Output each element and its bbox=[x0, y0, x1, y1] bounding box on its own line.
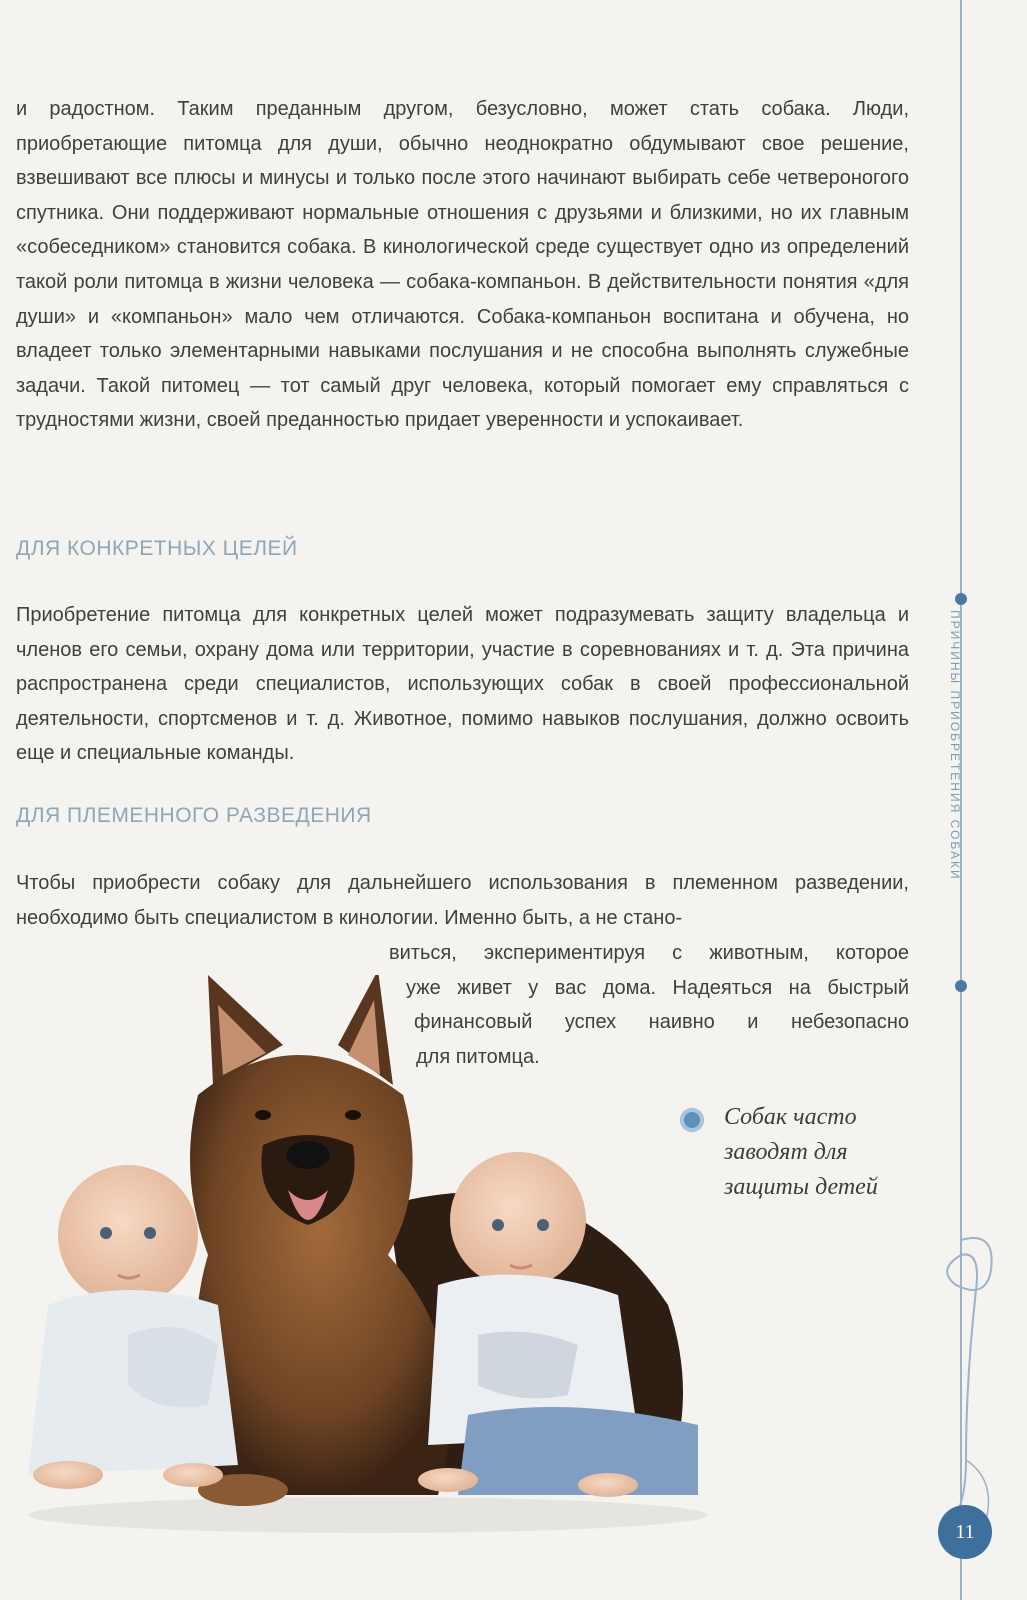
paragraph-specific-goals: Приобретение питомца для конкретных целей может подразумевать защиту владельца и членов его семьи, охрану дома или территории, участие в соревнованиях и т. д. Эта причина распространена среди специалистов, использующих собак в своей профессиональной деятельности, спортсменов и т. д. Животное, помимо навыков послушания, должно освоить еще и специальные команды. bbox=[16, 604, 909, 765]
rail-dot-bottom-icon bbox=[955, 980, 967, 992]
photo-caption: Собак часто заводят для защиты детей bbox=[724, 1104, 878, 1200]
running-section-title: ПРИЧИНЫ ПРИОБРЕТЕНИЯ СОБАКИ bbox=[948, 610, 962, 881]
caption-bullet-icon bbox=[680, 1108, 704, 1132]
heading-specific-goals: ДЛЯ КОНКРЕТНЫХ ЦЕЛЕЙ bbox=[16, 537, 298, 560]
heading-breeding: ДЛЯ ПЛЕМЕННОГО РАЗВЕДЕНИЯ bbox=[16, 804, 372, 827]
flourish-ornament-icon bbox=[936, 1230, 1016, 1550]
paragraph-breeding-wrap-3: финансовый успех наивно и небезопасно bbox=[414, 1011, 909, 1033]
page-number: 11 bbox=[938, 1505, 992, 1559]
paragraph-breeding: Чтобы приобрести собаку для дальнейшего использования в племенном разведении, необходимо быть специалистом в кинологии. Именно быть, а не стано- bbox=[16, 872, 909, 929]
paragraph-breeding-wrap-1: виться, экспериментируя с животным, которое bbox=[389, 942, 909, 964]
paragraph-breeding-wrap-2: уже живет у вас дома. Надеяться на быстрый bbox=[406, 977, 909, 999]
rail-dot-top-icon bbox=[955, 593, 967, 605]
paragraph-companion: и радостном. Таким преданным другом, безусловно, может стать собака. Люди, приобретающие питомца для души, обычно неоднократно обдумывают свое решение, взвешивают все плюсы и минусы и только после этого начинают выбирать себе четвероногого спутника. Они поддерживают нормальные отношения с друзьями и близкими, но их главным «собеседником» становится собака. В кинологической среде существует одно из определений такой роли питомца в жизни человека — собака-компаньон. В действительности понятия «для души» и «компаньон» мало чем отличаются. Собака-компаньон воспитана и обучена, но владеет только элементарными навыками послушания и не способна выполнять служебные задачи. Такой питомец — тот самый друг человека, который помогает ему справляться с трудностями жизни, своей преданностью придает уверенности и успокаивает. bbox=[16, 98, 909, 432]
dog-and-babies-photo bbox=[8, 975, 718, 1535]
paragraph-breeding-last: для питомца. bbox=[416, 1046, 540, 1068]
